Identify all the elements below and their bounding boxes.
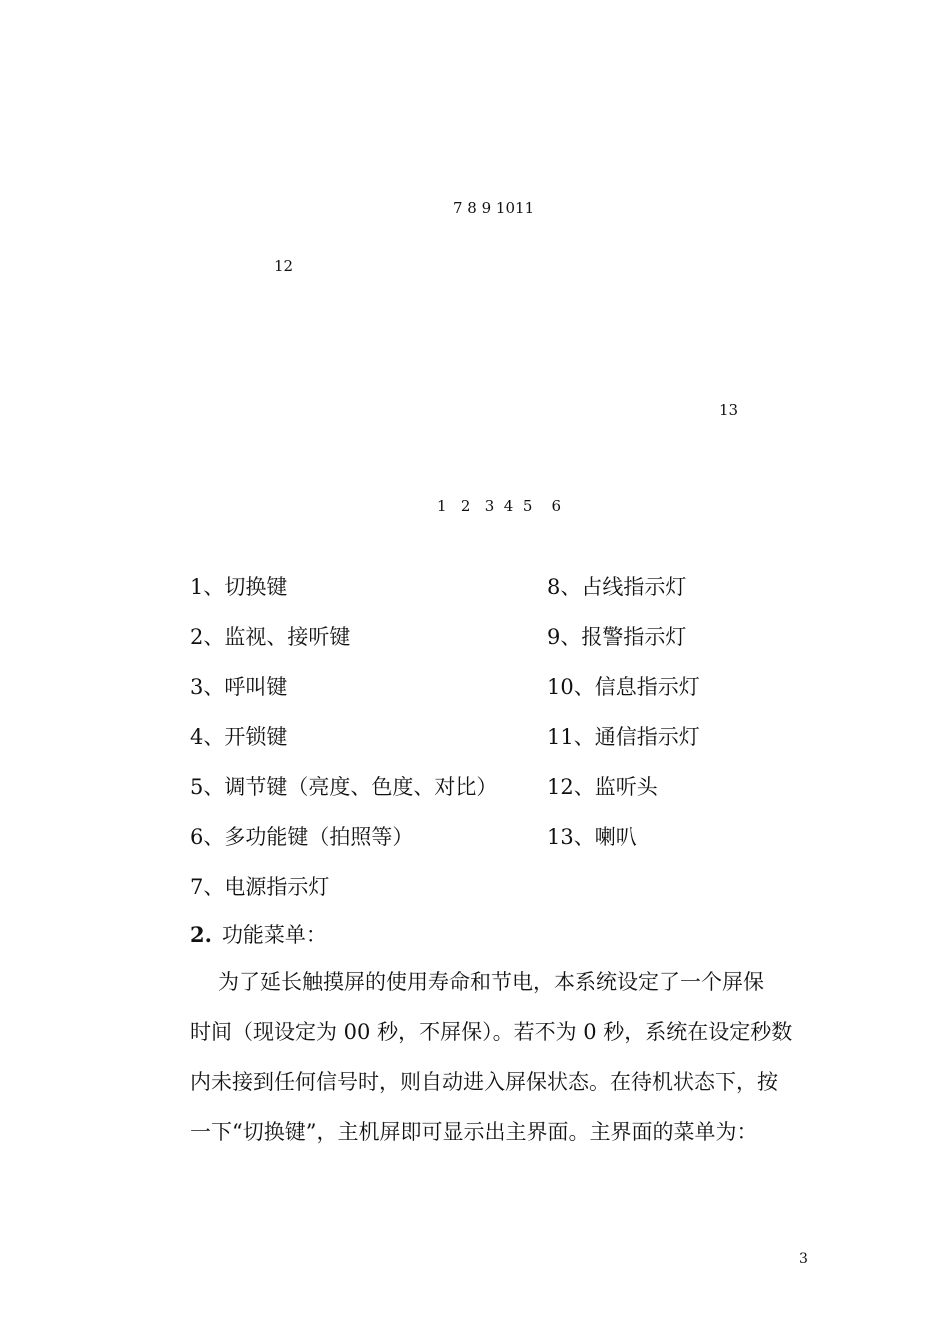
legend-item: 11、通信指示灯 [547,725,700,749]
section-title: 功能菜单： [221,923,327,947]
legend-item: 3、呼叫键 [190,675,288,699]
legend-item: 2、监视、接听键 [190,625,351,649]
paragraph-line: 内未接到任何信号时，则自动进入屏保状态。在待机状态下，按 [190,1070,778,1094]
legend-item: 5、调节键（亮度、色度、对比） [190,775,498,799]
callout-bottom: 1 2 3 4 5 6 [437,497,562,515]
legend-item: 13、喇叭 [547,825,637,849]
paragraph-line: 时间（现设定为 00 秒，不屏保）。若不为 0 秒，系统在设定秒数 [190,1020,793,1044]
section-number: 2. [190,922,212,947]
callout-top: 7 8 9 1011 [453,199,535,217]
legend-item: 8、占线指示灯 [547,575,687,599]
section-heading [190,919,327,949]
page-number: 3 [799,1251,808,1267]
legend-item: 4、开锁键 [190,725,288,749]
legend-item: 6、多功能键（拍照等） [190,825,414,849]
legend-item: 12、监听头 [547,775,658,799]
legend-item: 9、报警指示灯 [547,625,687,649]
legend-item: 1、切换键 [190,575,288,599]
body-paragraph [190,957,810,1157]
callout-left: 12 [274,257,294,275]
legend-item: 10、信息指示灯 [547,675,700,699]
callout-right: 13 [719,401,739,419]
paragraph-line: 为了延长触摸屏的使用寿命和节电，本系统设定了一个屏保 [218,970,764,994]
paragraph-line: 一下“切换键”，主机屏即可显示出主界面。主界面的菜单为： [190,1120,758,1144]
legend-item: 7、电源指示灯 [190,875,330,899]
